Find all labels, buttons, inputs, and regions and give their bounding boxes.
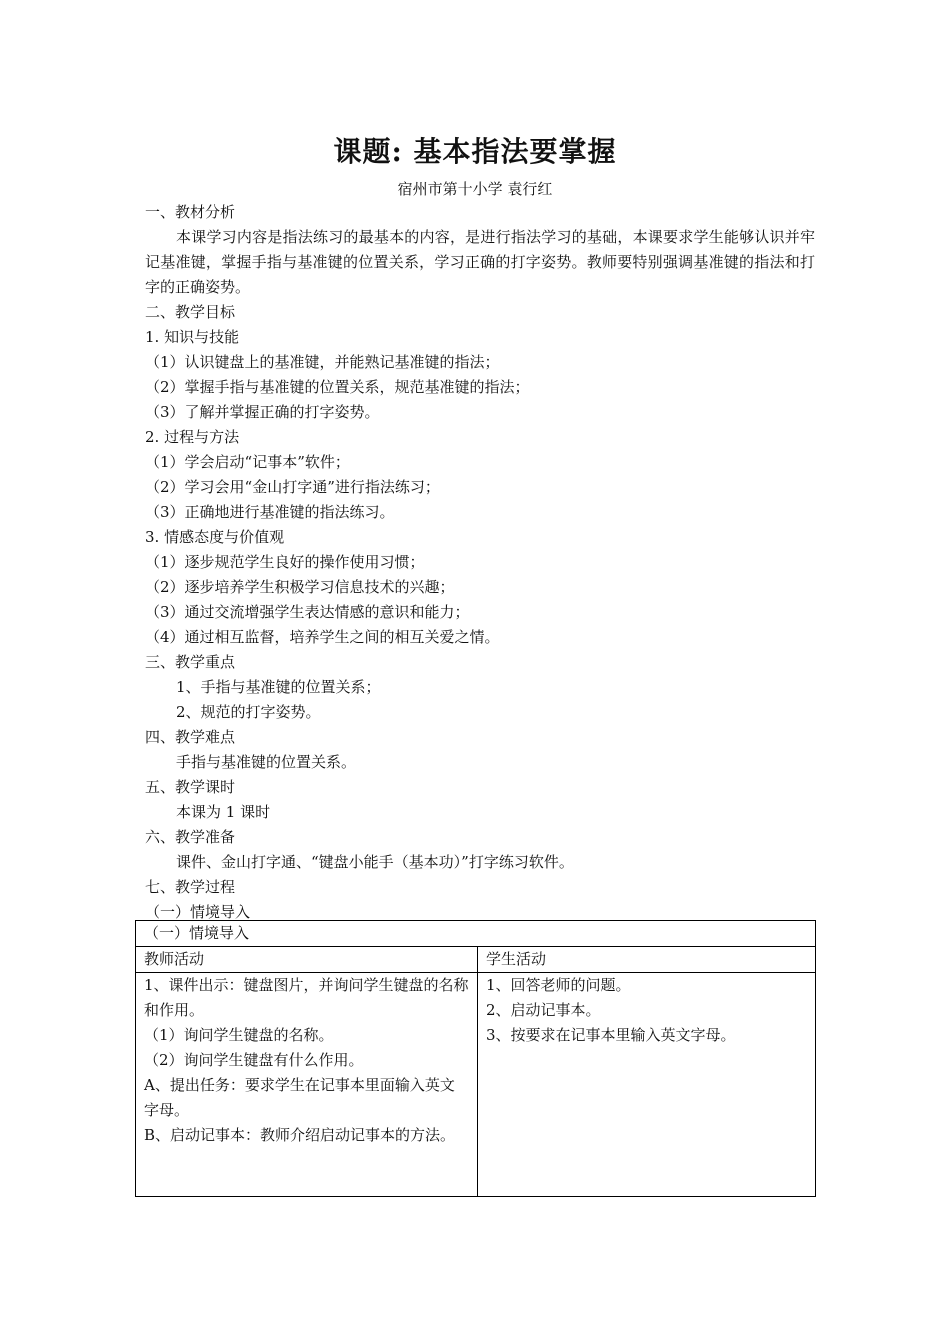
list-item: 2、规范的打字姿势。 bbox=[176, 703, 321, 721]
page-title: 课题: 基本指法要掌握 bbox=[333, 135, 617, 168]
list-item: B、启动记事本：教师介绍启动记事本的方法。 bbox=[144, 1126, 456, 1144]
column-header-teacher: 教师活动 bbox=[136, 947, 478, 973]
table-row bbox=[136, 947, 816, 973]
list-item: （2）询问学生键盘有什么作用。 bbox=[144, 1051, 364, 1069]
list-item: （2）逐步培养学生积极学习信息技术的兴趣； bbox=[145, 578, 455, 596]
author-line: 宿州市第十小学 袁行红 bbox=[397, 180, 553, 198]
section-heading: 一、教材分析 bbox=[145, 203, 236, 221]
list-item: 3、按要求在记事本里输入英文字母。 bbox=[486, 1026, 736, 1044]
goal-heading: 1. 知识与技能 bbox=[145, 328, 240, 346]
section-heading: 二、教学目标 bbox=[145, 303, 236, 321]
list-item: 2、启动记事本。 bbox=[486, 1001, 601, 1019]
section-text: 手指与基准键的位置关系。 bbox=[176, 753, 357, 771]
list-item: （1）认识键盘上的基准键，并能熟记基准键的指法； bbox=[145, 353, 500, 371]
list-item: （3）通过交流增强学生表达情感的意识和能力； bbox=[145, 603, 470, 621]
section-heading: 七、教学过程 bbox=[145, 878, 236, 896]
list-item: （2）学习会用“金山打字通”进行指法练习； bbox=[145, 478, 440, 496]
student-activity-cell bbox=[478, 973, 816, 1197]
section-heading: 六、教学准备 bbox=[145, 828, 236, 846]
subsection-heading: （一）情境导入 bbox=[145, 903, 251, 921]
table-row bbox=[136, 973, 816, 1197]
section-heading: 三、教学重点 bbox=[145, 653, 236, 671]
list-item: （1）询问学生键盘的名称。 bbox=[144, 1026, 334, 1044]
table-row bbox=[136, 921, 816, 947]
list-item: A、提出任务：要求学生在记事本里面输入英文字母。 bbox=[144, 1076, 455, 1119]
list-item: （3）正确地进行基准键的指法练习。 bbox=[145, 503, 395, 521]
section-heading: 四、教学难点 bbox=[145, 728, 236, 746]
column-header-student: 学生活动 bbox=[478, 947, 816, 973]
list-item: （4）通过相互监督，培养学生之间的相互关爱之情。 bbox=[145, 628, 500, 646]
process-table bbox=[135, 920, 816, 1197]
document-body bbox=[145, 200, 815, 925]
list-item: （2）掌握手指与基准键的位置关系，规范基准键的指法； bbox=[145, 378, 530, 396]
section-heading: 五、教学课时 bbox=[145, 778, 236, 796]
analysis-paragraph: 本课学习内容是指法练习的最基本的内容，是进行指法学习的基础，本课要求学生能够认识并牢记基准键，掌握手指与基准键的位置关系，学习正确的打字姿势。教师要特别强调基准键的指法和打字的正确姿势。 bbox=[145, 228, 815, 296]
goal-heading: 2. 过程与方法 bbox=[145, 428, 240, 446]
table-section-title: （一）情境导入 bbox=[136, 921, 816, 947]
list-item: （1）逐步规范学生良好的操作使用习惯； bbox=[145, 553, 425, 571]
list-item: 1、回答老师的问题。 bbox=[486, 976, 631, 994]
list-item: （3）了解并掌握正确的打字姿势。 bbox=[145, 403, 380, 421]
goal-heading: 3. 情感态度与价值观 bbox=[145, 528, 285, 546]
section-text: 本课为 1 课时 bbox=[176, 803, 271, 821]
teacher-activity-cell bbox=[136, 973, 478, 1197]
list-item: （1）学会启动“记事本”软件； bbox=[145, 453, 350, 471]
list-item: 1、课件出示：键盘图片，并询问学生键盘的名称和作用。 bbox=[144, 976, 469, 1019]
section-text: 课件、金山打字通、“键盘小能手（基本功）”打字练习软件。 bbox=[176, 853, 574, 871]
list-item: 1、手指与基准键的位置关系； bbox=[176, 678, 381, 696]
